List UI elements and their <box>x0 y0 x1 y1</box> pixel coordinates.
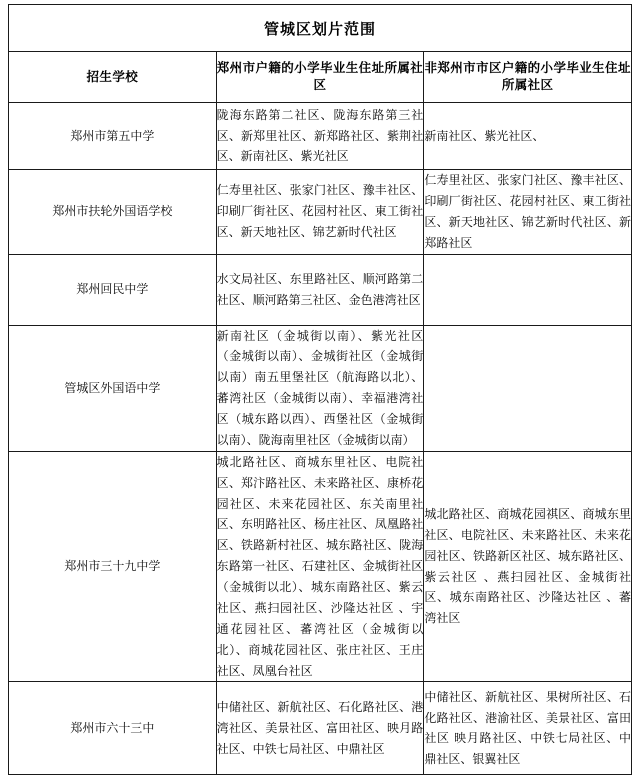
district-zoning-table <box>8 4 632 775</box>
school-name: 管城区外国语中学 <box>9 325 217 451</box>
school-name: 郑州市六十三中 <box>9 682 217 775</box>
column-header-school: 招生学校 <box>9 52 217 103</box>
non-zhengzhou-hukou-communities: 仁寿里社区、张家门社区、豫丰社区、印刷厂街社区、花园村社区、東工街社区、新天地社区、锦艺新时代社区、新郑路社区 <box>424 170 632 255</box>
non-zhengzhou-hukou-communities <box>424 254 632 325</box>
zhengzhou-hukou-communities: 陇海东路第二社区、陇海东路第三社区、新郑里社区、新郑路社区、紫荆社区、新南社区、紫光社区 <box>216 103 424 170</box>
non-zhengzhou-hukou-communities: 中储社区、新航社区、果树所社区、石化路社区、港渝社区、美景社区、富田社区 映月路社区、中铁七局社区、中鼎社区、银翼社区 <box>424 682 632 775</box>
school-name: 郑州市第五中学 <box>9 103 217 170</box>
zhengzhou-hukou-communities: 水文局社区、东里路社区、顺河路第二社区、顺河路第三社区、金色港湾社区 <box>216 254 424 325</box>
non-zhengzhou-hukou-communities <box>424 325 632 451</box>
column-header-zhengzhou-hukou: 郑州市户籍的小学毕业生住址所属社区 <box>216 52 424 103</box>
table-row <box>9 254 632 325</box>
table-row <box>9 325 632 451</box>
table-row <box>9 170 632 255</box>
zhengzhou-hukou-communities: 城北路社区、商城东里社区、电院社区、郑汴路社区、未来路社区、康桥花园社区、未来花园社区、东关南里社区、东明路社区、杨庄社区、凤凰路社区、铁路新村社区、城东路社区、陇海东路第一社区、石建社区、金城街社区（金城街以北）、城东南路社区、紫云社区、燕扫园社区、沙隆达社区 、宇通花园社区、蕃湾社区（金城街以北）、商城花园社区、张庄社区、王庄社区、凤凰台社区 <box>216 451 424 682</box>
table-row <box>9 682 632 775</box>
zhengzhou-hukou-communities: 中储社区、新航社区、石化路社区、港湾社区、美景社区、富田社区、映月路社区、中铁七局社区、中鼎社区 <box>216 682 424 775</box>
school-name: 郑州市三十九中学 <box>9 451 217 682</box>
zhengzhou-hukou-communities: 新南社区（金城街以南）、紫光社区（金城街以南）、金城街社区（金城街以南）南五里堡社区（航海路以北）、蕃湾社区（金城街以南）、幸福港湾社区（城东路以西）、西堡社区（金城街以南）、陇海南里社区（金城街以南） <box>216 325 424 451</box>
school-name: 郑州市扶轮外国语学校 <box>9 170 217 255</box>
table-row <box>9 103 632 170</box>
column-header-non-zhengzhou-hukou: 非郑州市市区户籍的小学毕业生住址所属社区 <box>424 52 632 103</box>
page-title: 管城区划片范围 <box>9 5 632 52</box>
table-row <box>9 451 632 682</box>
non-zhengzhou-hukou-communities: 新南社区、紫光社区、 <box>424 103 632 170</box>
zhengzhou-hukou-communities: 仁寿里社区、张家门社区、豫丰社区、印刷厂街社区、花园村社区、東工街社区、新天地社区、锦艺新时代社区 <box>216 170 424 255</box>
header-row <box>9 52 632 103</box>
non-zhengzhou-hukou-communities: 城北路社区、商城花园祺区、商城东里社区、电院社区、未来路社区、未来花园社区、铁路新区社区、城东路社区、紫云社区 、燕扫园社区、金城街社区、城东南路社区、沙隆达社区 、蕃湾社区 <box>424 451 632 682</box>
school-name: 郑州回民中学 <box>9 254 217 325</box>
title-row <box>9 5 632 52</box>
